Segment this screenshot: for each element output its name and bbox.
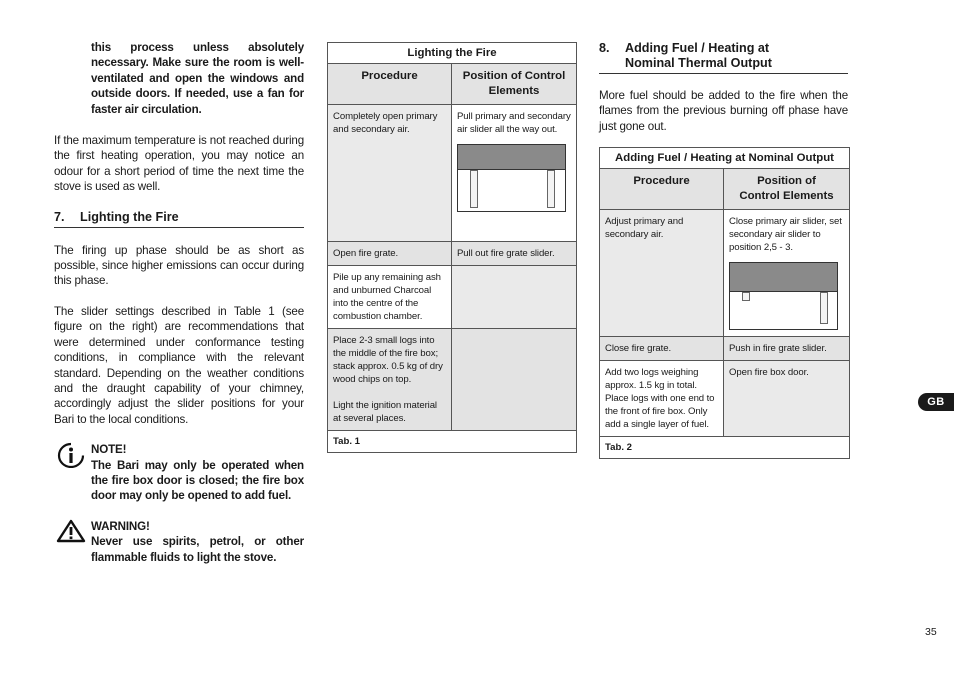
left-column [54, 40, 304, 565]
section-7-title: Lighting the Fire [80, 209, 179, 224]
section-7-heading [54, 210, 304, 228]
section-8-title-line2: Nominal Thermal Output [625, 56, 772, 70]
table1-procedure-cell [328, 329, 452, 431]
table2-position-text: Close primary air slider, set secondary air slider to position 2,5 - 3. [729, 216, 842, 253]
table2-footer: Tab. 2 [600, 437, 850, 459]
paragraph-more-fuel: More fuel should be added to the fire when the flames from the previous burning off phase have just gone out. [599, 89, 848, 133]
warning-icon [56, 519, 86, 548]
table1-title: Lighting the Fire [328, 43, 577, 64]
table1-procedure-cell: Completely open primary and secondary air. [328, 105, 452, 242]
stove-slider-diagram [729, 262, 838, 330]
warning-block [54, 519, 304, 565]
table2-position-cell: Open fire box door. [724, 361, 850, 437]
table1-position-cell [452, 105, 577, 242]
table-row [328, 329, 577, 431]
note-label: NOTE! [91, 443, 127, 457]
table1-procedure-cell: Open fire grate. [328, 242, 452, 266]
table-row [600, 361, 850, 437]
table2-header-position-line1: Position of [757, 175, 816, 187]
paragraph-slider-settings: The slider settings described in Table 1 (see figure on the right) are recommendations that were determined under conformance testing conditions, in compliance with the relevant standard. Depending on the weather conditions and the draught capability of your chimney, accordingly adjust the slider positions for your Bari to the local conditions. [54, 304, 304, 426]
table-lighting-the-fire [327, 42, 577, 453]
paragraph-odour: If the maximum temperature is not reached during the first heating operation, you may notice an odour for a short period of time the next time the stove is used as well. [54, 134, 304, 194]
section-7-number: 7. [54, 209, 65, 224]
intro-bold-text: this process unless absolutely necessary. Make sure the room is well-ventilated and open the windows and outside doors. If needed, use a fan for faster air circulation. [91, 41, 304, 116]
section-8-heading [599, 41, 848, 74]
section-8-number: 8. [599, 41, 610, 55]
table-adding-fuel [599, 147, 850, 459]
language-tab-badge: GB [918, 393, 954, 411]
table2-position-cell: Push in fire grate slider. [724, 337, 850, 361]
table1-position-text: Pull primary and secondary air slider all the way out. [457, 111, 571, 135]
table-row [328, 105, 577, 242]
table2-header-procedure: Procedure [600, 169, 724, 210]
secondary-air-slider-icon [547, 170, 555, 208]
page-number: 35 [925, 626, 937, 638]
table2-procedure-cell: Add two logs weighing approx. 1.5 kg in total. Place logs with one end to the front of fire box. Only add a single layer of fuel. [600, 361, 724, 437]
note-block [54, 442, 304, 504]
section-8-title-line1: Adding Fuel / Heating at [625, 41, 770, 55]
right-column [599, 41, 848, 134]
table-row [600, 337, 850, 361]
note-text: The Bari may only be operated when the fire box door is closed; the fire box door may only be opened to add fuel. [91, 458, 304, 503]
paragraph-firing-up: The firing up phase should be as short as possible, since higher emissions can occur during this phase. [54, 243, 304, 288]
info-icon [56, 442, 86, 473]
secondary-air-slider-icon [820, 292, 828, 324]
table1-position-cell: Pull out fire grate slider. [452, 242, 577, 266]
table1-position-cell [452, 266, 577, 329]
table2-title: Adding Fuel / Heating at Nominal Output [600, 148, 850, 169]
stove-slider-diagram [457, 144, 566, 212]
table1-footer: Tab. 1 [328, 431, 577, 453]
table1-procedure-text: Place 2-3 small logs into the middle of the fire box; stack approx. 0.5 kg of dry wood chips on top. [333, 335, 443, 385]
table1-position-cell [452, 329, 577, 431]
warning-text: Never use spirits, petrol, or other flammable fluids to light the stove. [91, 535, 304, 564]
primary-air-slider-icon [742, 292, 750, 301]
table2-header-position-line2: Control Elements [739, 190, 834, 202]
table2-procedure-cell: Close fire grate. [600, 337, 724, 361]
table1-header-position: Position of Control Elements [452, 64, 577, 105]
table1-procedure-extra-text: Light the ignition material at several places. [333, 400, 437, 424]
table-row [600, 210, 850, 337]
table1-header-procedure: Procedure [328, 64, 452, 105]
table-row [328, 266, 577, 329]
warning-label: WARNING! [91, 519, 150, 533]
table1-procedure-cell: Pile up any remaining ash and unburned Charcoal into the centre of the combustion chamber. [328, 266, 452, 329]
table-row [328, 242, 577, 266]
table2-header-position [724, 169, 850, 210]
primary-air-slider-icon [470, 170, 478, 208]
table2-position-cell [724, 210, 850, 337]
table2-procedure-cell: Adjust primary and secondary air. [600, 210, 724, 337]
